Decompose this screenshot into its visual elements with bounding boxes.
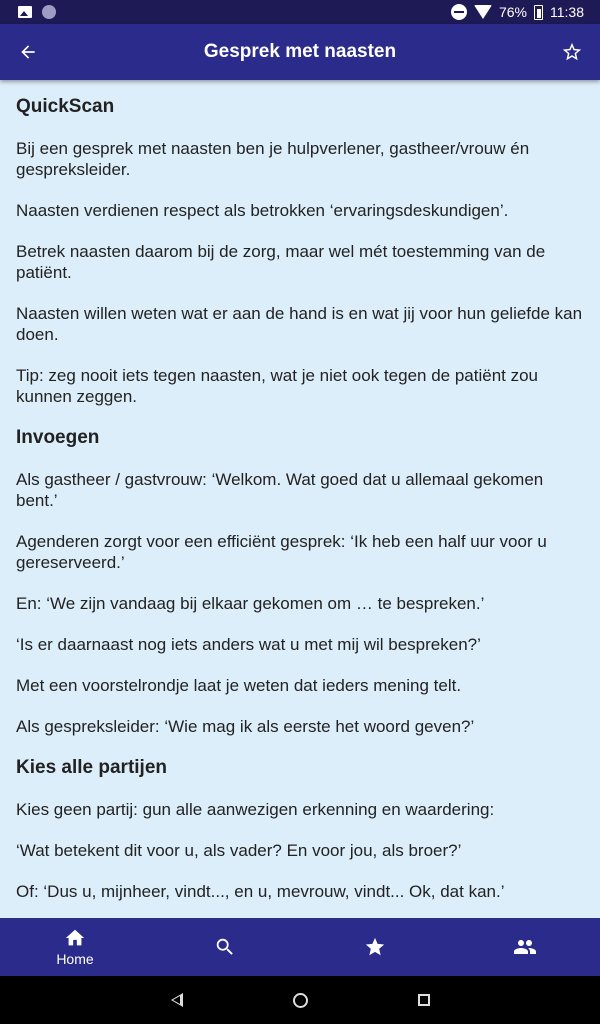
- section-heading: Invoegen: [16, 427, 100, 448]
- paragraph: Met een voorstelrondje laat je weten dat ieders mening telt.: [16, 676, 462, 695]
- star-icon: [364, 936, 386, 958]
- paragraph: Agenderen zorgt voor een efficiënt gesprek: ‘Ik heb een half uur voor u gereserveerd.’: [16, 532, 547, 572]
- nav-search[interactable]: [150, 918, 300, 976]
- article-content[interactable]: [0, 80, 600, 918]
- bottom-navigation: [0, 918, 600, 976]
- status-bar: [0, 0, 600, 24]
- paragraph: Betrek naasten daarom bij de zorg, maar wel mét toestemming van de patiënt.: [16, 242, 546, 282]
- paragraph: Tip: zeg nooit iets tegen naasten, wat je niet ook tegen de patiënt zou kunnen zeggen.: [16, 366, 539, 406]
- status-left: [18, 5, 56, 19]
- system-navigation-bar: [0, 976, 600, 1024]
- arrow-back-icon: [18, 42, 38, 62]
- paragraph: Naasten verdienen respect als betrokken ‘ervaringsdeskundigen’.: [16, 201, 509, 220]
- system-back-icon[interactable]: [171, 993, 183, 1007]
- gallery-notification-icon: [18, 6, 32, 18]
- paragraph: ‘Is er daarnaast nog iets anders wat u met mij wil bespreken?’: [16, 635, 481, 654]
- app-notification-icon: [42, 5, 56, 19]
- paragraph: En: ‘We zijn vandaag bij elkaar gekomen om … te bespreken.’: [16, 594, 485, 613]
- star-outline-icon: [561, 41, 583, 63]
- nav-people[interactable]: [450, 918, 600, 976]
- paragraph: Bij een gesprek met naasten ben je hulpverlener, gastheer/vrouw én gespreksleider.: [16, 139, 530, 179]
- app-bar: [0, 24, 600, 80]
- do-not-disturb-icon: [451, 4, 467, 20]
- nav-favorites[interactable]: [300, 918, 450, 976]
- paragraph: Of: ‘Dus u, mijnheer, vindt..., en u, mevrouw, vindt... Ok, dat kan.’: [16, 882, 505, 901]
- section-heading: QuickScan: [16, 96, 115, 117]
- paragraph: ‘Wat betekent dit voor u, als vader? En voor jou, als broer?’: [16, 841, 462, 860]
- paragraph: Naasten willen weten wat er aan de hand is en wat jij voor hun geliefde kan doen.: [16, 304, 583, 344]
- paragraph: Als gastheer / gastvrouw: ‘Welkom. Wat goed dat u allemaal gekomen bent.’: [16, 470, 544, 510]
- nav-home[interactable]: [0, 918, 150, 976]
- page-title: Gesprek met naasten: [203, 41, 397, 62]
- nav-home-label: Home: [56, 951, 94, 967]
- clock: 11:38: [550, 4, 584, 20]
- battery-percentage: 76%: [498, 4, 527, 20]
- home-icon: [64, 927, 86, 949]
- favorite-button[interactable]: [544, 24, 600, 80]
- battery-icon: [534, 5, 543, 20]
- back-button[interactable]: [0, 24, 56, 80]
- system-recents-icon[interactable]: [418, 994, 430, 1006]
- wifi-icon: [474, 5, 492, 19]
- people-icon: [513, 935, 537, 959]
- section-heading: Kies alle partijen: [16, 757, 168, 778]
- status-right: [451, 4, 584, 20]
- paragraph: Kies geen partij: gun alle aanwezigen erkenning en waardering:: [16, 800, 495, 819]
- system-home-icon[interactable]: [293, 993, 308, 1008]
- search-icon: [214, 936, 236, 958]
- paragraph: Als gespreksleider: ‘Wie mag ik als eerste het woord geven?’: [16, 717, 475, 736]
